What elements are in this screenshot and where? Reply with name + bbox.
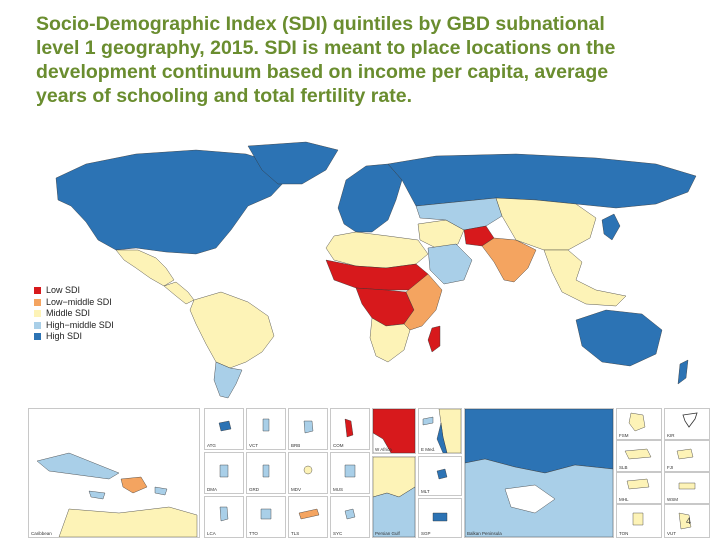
inset-tls [288,496,328,538]
inset-label: VUT [667,531,676,536]
inset-atg [204,408,244,450]
inset-maps-strip [28,408,708,536]
inset-grd [246,452,286,494]
inset-label: Caribbean [31,531,52,536]
inset-label: TTO [249,531,258,536]
inset-label: BRB [291,443,301,448]
legend-label: Low SDI [46,285,81,295]
inset-label: W Africa [375,447,392,452]
legend-swatch [34,287,41,294]
inset-label: E Med. [421,447,436,452]
legend-label: High SDI [46,331,83,341]
inset-wsm [664,472,710,504]
legend-swatch [34,333,41,340]
region-south-asia [482,238,536,282]
inset-label: LCA [207,531,216,536]
inset-label: SYC [333,531,343,536]
inset-brb [288,408,328,450]
inset-label: VCT [249,443,258,448]
legend-swatch [34,322,41,329]
inset-label: TLS [291,531,300,536]
legend-item-low-sdi [34,285,114,297]
inset-slb [616,440,662,472]
region-central-africa [356,288,414,326]
region-europe [338,164,402,232]
inset-label: MUS [333,487,343,492]
inset-caribbean-map [29,409,199,537]
inset-tto [246,496,286,538]
inset-label: MLT [421,489,430,494]
region-southeast-asia [544,250,626,306]
inset-label: SGP [421,531,431,536]
inset-fsm [616,408,662,440]
legend-label: High−middle SDI [46,319,114,330]
region-central-america [164,282,194,304]
inset-mus [330,452,370,494]
region-mexico [116,250,174,286]
legend-item-high-middle-sdi [34,320,114,332]
inset-label: Balkan Peninsula [467,531,502,536]
inset-label: FJI [667,465,674,470]
page-number: 4 [686,516,692,526]
inset-w-africa [372,408,416,454]
legend-item-low-middle-sdi [34,297,114,309]
region-south-america [190,292,274,368]
inset-caribbean [28,408,200,538]
inset-balkan-peninsula [464,408,614,538]
region-russia [388,154,696,208]
inset-vct [246,408,286,450]
inset-e-med [418,408,462,454]
inset-mlt [418,456,462,496]
legend-label: Middle SDI [46,308,91,318]
inset-dma [204,452,244,494]
region-japan-korea [602,214,620,240]
inset-label: SLB [619,465,628,470]
inset-lca [204,496,244,538]
inset-label: TON [619,531,629,536]
inset-mhl [616,472,662,504]
inset-persian-gulf [372,456,416,538]
region-new-zealand [678,360,688,384]
inset-label: Persian Gulf [375,531,400,536]
inset-label: WSM [667,497,678,502]
inset-fji [664,440,710,472]
legend-label: Low−middle SDI [46,296,112,307]
legend-item-high-sdi [34,331,114,343]
inset-mdv [288,452,328,494]
inset-com [330,408,370,450]
inset-label: ATG [207,443,216,448]
legend-swatch [34,310,41,317]
inset-syc [330,496,370,538]
inset-label: FSM [619,433,629,438]
region-madagascar [428,326,440,352]
slide-title: Socio-Demographic Index (SDI) quintiles by GBD subnational level 1 geography, 2015. SDI is meant to place locations on the development continuum based on income per capita, average years of schooling and total fertility rate. [36,13,616,107]
inset-ton [616,504,662,538]
inset-label: KIR [667,433,675,438]
map-legend [34,285,114,343]
legend-swatch [34,299,41,306]
region-southern-cone [214,362,242,398]
region-north-america [56,150,286,254]
inset-label: MDV [291,487,301,492]
world-map [16,140,704,402]
inset-label: DMA [207,487,217,492]
inset-label: GRD [249,487,259,492]
inset-kir [664,408,710,440]
region-north-africa [326,232,428,268]
inset-label: COM [333,443,344,448]
legend-item-middle-sdi [34,308,114,320]
inset-label: MHL [619,497,629,502]
region-australia [576,310,662,366]
region-arabia [428,244,472,284]
inset-sgp [418,498,462,538]
